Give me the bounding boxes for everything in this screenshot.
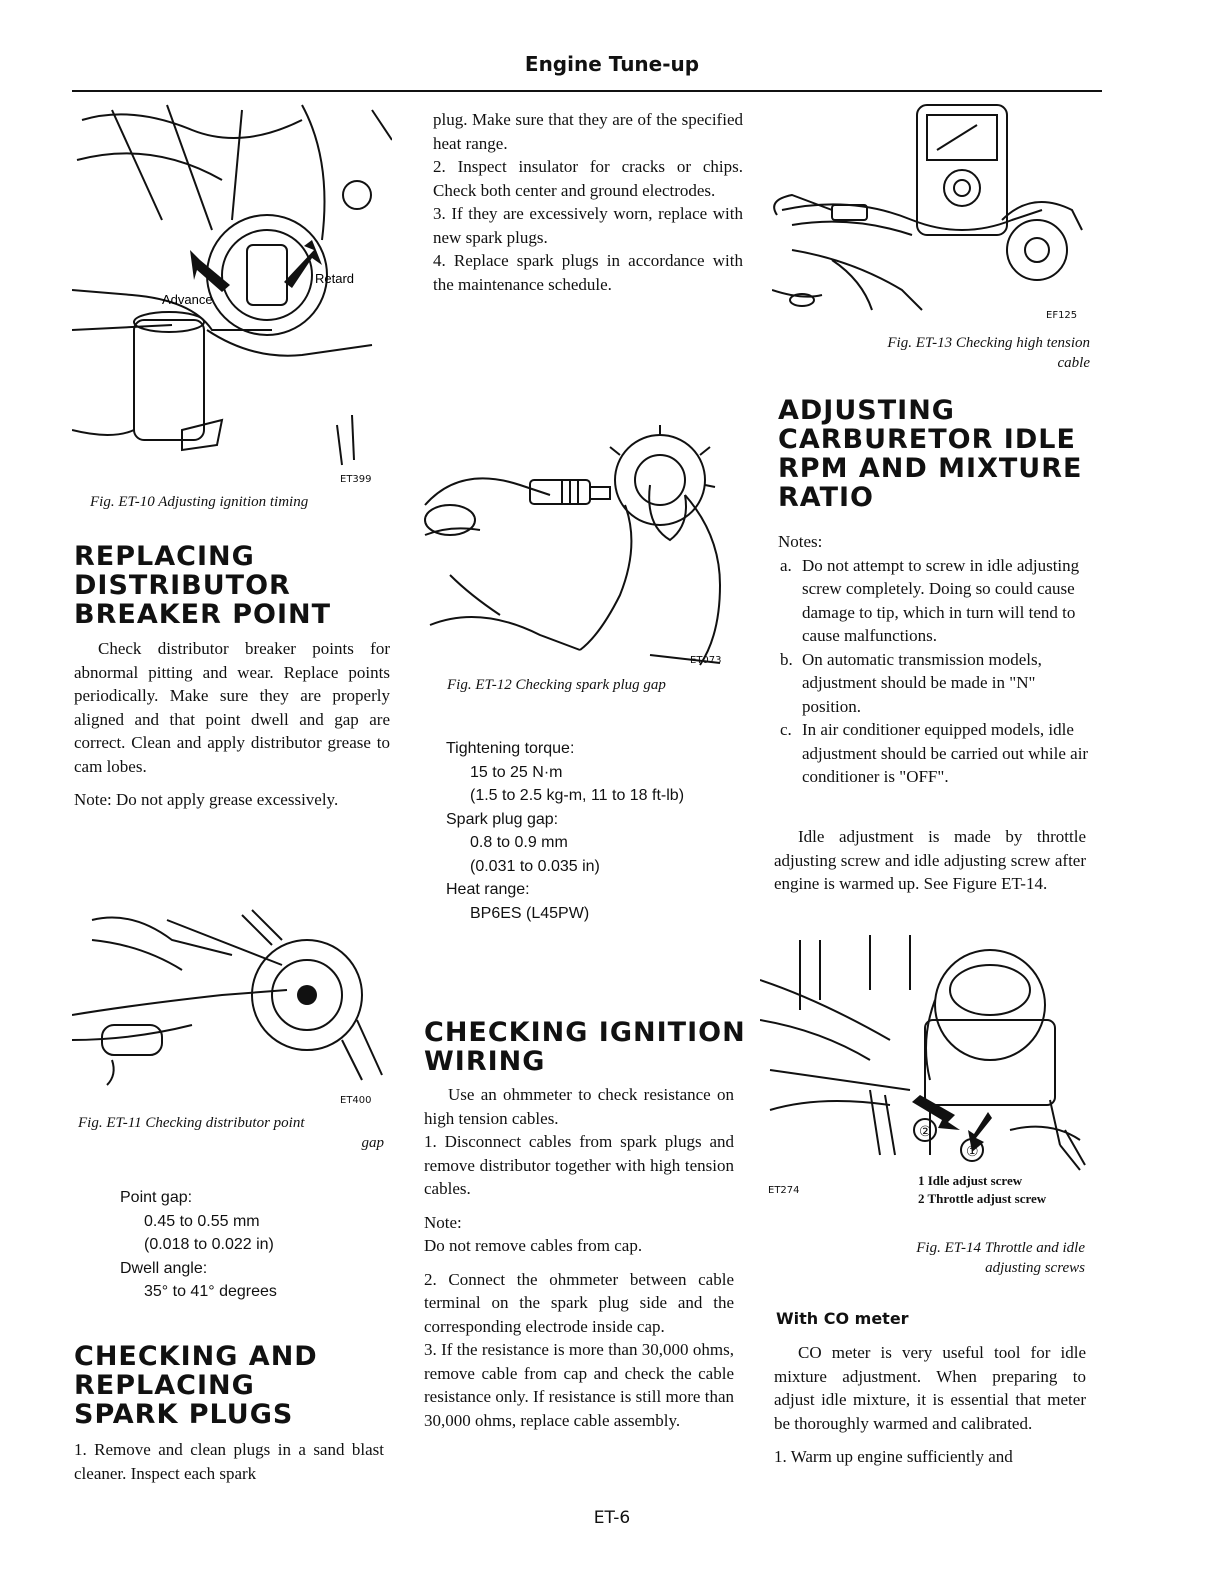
figure-et14-marker-1: ① [966,1144,979,1160]
note-item-b [778,648,1092,719]
spark-plug-gap-label: Spark plug gap: [446,810,559,828]
ignition-wiring-note-label: Note: [424,1212,462,1232]
notes-label: Notes: [778,532,823,551]
idle-adjustment-paragraph: Idle adjustment is made by throttle adjusting screw and idle adjusting screw after engine is warmed up. See Figure ET-14. [774,827,1086,893]
section-title-line: SPARK PLUGS [74,1399,294,1430]
section-title-line: CHECKING AND [74,1341,318,1372]
figure-et10-advance-label: Advance [162,292,213,307]
figure-et12-caption: Fig. ET-12 Checking spark plug gap [447,677,666,693]
page-number: ET-6 [593,1508,631,1528]
breaker-point-paragraph [74,637,390,812]
section-title-line: REPLACING [74,541,255,572]
figure-et11-caption [78,1113,384,1153]
note-text: On automatic transmission models, adjustment should be made in "N" position. [802,649,1042,716]
note-item-a [778,554,1092,648]
tightening-torque-alt: (1.5 to 2.5 kg-m, 11 to 18 ft-lb) [470,787,685,804]
dwell-angle-label: Dwell angle: [120,1259,208,1277]
ignition-wiring-step1: 1. Disconnect cables from spark plugs and remove distributor together with high tension cables. [424,1132,734,1198]
breaker-point-note: Note: Do not apply grease excessively. [74,790,339,809]
figure-et13-code: EF125 [1046,310,1078,321]
spark-plugs-continued [433,108,743,296]
figure-et13-caption-line1: Fig. ET-13 Checking high tension [887,335,1090,351]
section-title-line: CHECKING IGNITION [424,1017,746,1048]
note-text: In air conditioner equipped models, idle adjustment should be carried out while air conditioner is "OFF". [802,720,1089,786]
ignition-wiring-intro: Use an ohmmeter to check resistance on high tension cables. [424,1085,734,1128]
spark-plug-gap-in: (0.031 to 0.035 in) [470,857,600,875]
note-item-c [778,718,1092,789]
note-marker: b. [780,649,793,669]
figure-et14-caption [800,1238,1085,1278]
co-meter-step1: 1. Warm up engine sufficiently and [774,1447,1013,1466]
ignition-wiring-step3: 3. If the resistance is more than 30,000 ohms, remove cable from cap and check the cable resistance only. If resistance is still more than 30,000 ohms, replace cable assembly. [424,1340,734,1430]
figure-et14-marker-2: ② [919,1124,932,1140]
figure-et14-label-2: 2 Throttle adjust screw [918,1191,1047,1206]
point-gap-spec [120,1186,277,1304]
ignition-wiring-body [424,1083,734,1432]
spark-plugs-step3: 3. If they are excessively worn, replace with new spark plugs. [433,204,743,247]
section-title-line: DISTRIBUTOR [74,570,291,601]
section-title-line: REPLACING [74,1370,255,1401]
ignition-wiring-note-text: Do not remove cables from cap. [424,1236,643,1255]
figure-et10-caption: Fig. ET-10 Adjusting ignition timing [90,494,309,510]
figure-et11-distributor-gap [72,900,392,1090]
section-title-replacing-breaker-point [74,542,331,629]
figure-et11-caption-line1: Fig. ET-11 Checking distributor point [78,1115,305,1131]
figure-et13-caption-line2: cable [1057,355,1090,371]
figure-et14-caption-line2: adjusting screws [985,1260,1085,1276]
tightening-torque-label: Tightening torque: [446,740,575,757]
figure-et10-code: ET399 [340,474,372,485]
spark-plugs-continued-text: plug. Make sure that they are of the specified heat range. [433,110,743,153]
header-rule [72,90,1102,92]
spark-plug-gap-mm: 0.8 to 0.9 mm [470,834,568,851]
breaker-point-text: Check distributor breaker points for abnormal pitting and wear. Replace points periodically. Make sure they are properly aligned and that point dwell and gap are correct. Clean and apply distributor grease to cam lobes. [74,639,390,776]
figure-et14-label-1: 1 Idle adjust screw [918,1173,1023,1188]
co-meter-paragraph: CO meter is very useful tool for idle mixture adjustment. When preparing to adjust idle mixture, it is essential that meter be thoroughly warmed and calibrated. [774,1343,1086,1433]
note-text: Do not attempt to screw in idle adjusting screw completely. Doing so could cause damage to tip, which in turn will tend to cause malfunctions. [802,555,1080,645]
figure-et10-retard-label: Retard [315,271,355,286]
figure-et10-ignition-timing [72,100,392,485]
section-title-carburetor-idle [778,396,1082,512]
page-header: Engine Tune-up [524,52,700,76]
spark-plugs-step2: 2. Inspect insulator for cracks or chips. Check both center and ground electrodes. [433,157,743,200]
figure-et12-spark-plug-gap [420,425,750,670]
section-title-line: WIRING [424,1046,546,1077]
point-gap-in: (0.018 to 0.022 in) [144,1236,274,1253]
section-title-spark-plugs [74,1342,318,1429]
spark-plugs-step4: 4. Replace spark plugs in accordance with the maintenance schedule. [433,251,743,294]
spark-plugs-step1: 1. Remove and clean plugs in a sand blast cleaner. Inspect each spark [74,1440,384,1483]
figure-et11-caption-line2: gap [361,1135,384,1151]
section-title-line: BREAKER POINT [74,599,332,630]
carburetor-notes [778,530,1092,789]
tightening-torque-nm: 15 to 25 N·m [470,763,563,781]
section-title-line: ADJUSTING [778,395,955,426]
figure-et13-caption [790,333,1090,373]
section-title-line: RPM AND MIXTURE [778,453,1083,484]
co-meter-body [774,1341,1086,1469]
figure-et11-code: ET400 [340,1095,372,1106]
spark-plug-specs [446,737,684,925]
note-marker: c. [780,720,792,739]
figure-et12-code: ET073 [690,655,722,666]
point-gap-label: Point gap: [120,1189,193,1206]
section-title-line: RATIO [778,482,875,513]
ignition-wiring-step2: 2. Connect the ohmmeter between cable terminal on the spark plug side and the corresponding electrode inside cap. [424,1269,734,1336]
figure-et13-high-tension-cable [772,100,1092,320]
dwell-angle-value: 35° to 41° degrees [144,1283,277,1300]
figure-et14-caption-line1: Fig. ET-14 Throttle and idle [916,1240,1085,1256]
section-title-line: CARBURETOR IDLE [778,424,1076,455]
heat-range-label: Heat range: [446,881,530,898]
figure-et14-labels [918,1172,1046,1208]
co-meter-subhead: With CO meter [776,1309,909,1328]
heat-range-value: BP6ES (L45PW) [470,904,590,922]
section-title-ignition-wiring [424,1018,746,1076]
point-gap-mm: 0.45 to 0.55 mm [144,1212,260,1230]
note-marker: a. [780,555,792,575]
figure-et14-carburetor [760,930,1090,1195]
figure-et14-code: ET274 [768,1185,800,1196]
